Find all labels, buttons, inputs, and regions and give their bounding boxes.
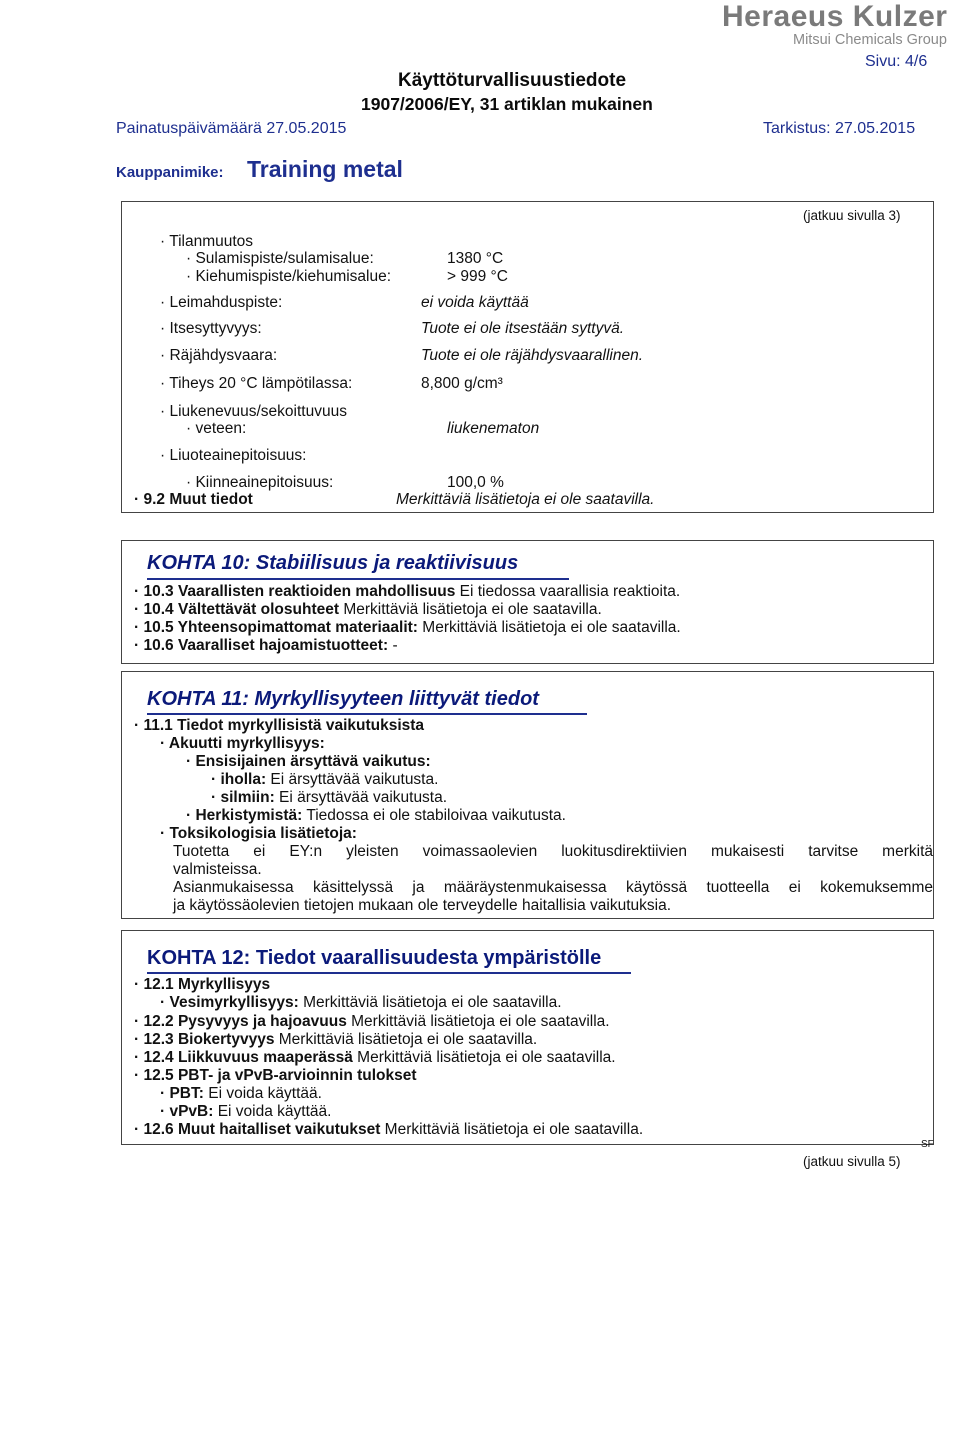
explosion-value: Tuote ei ole räjähdysvaarallinen. — [421, 347, 644, 364]
bioaccumulation-label: · 12.3 Biokertyvyys — [134, 1031, 275, 1048]
decomposition-products-label: · 10.6 Vaaralliset hajoamistuotteet: — [134, 637, 389, 654]
document-subtitle: 1907/2006/EY, 31 artiklan mukainen — [361, 94, 653, 114]
water-value: liukenematon — [447, 420, 540, 437]
solids-value: 100,0 % — [447, 474, 504, 491]
solids-label: · Kiinneainepitoisuus: — [186, 474, 334, 491]
page-number: Sivu: 4/6 — [865, 53, 928, 70]
self-ignition-value: Tuote ei ole itsestään syttyvä. — [421, 320, 625, 337]
print-date: Painatuspäivämäärä 27.05.2015 — [116, 120, 347, 137]
section10-title: KOHTA 10: Stabiilisuus ja reaktiivisuus — [147, 552, 519, 574]
conditions-avoid-label: · 10.4 Vältettävät olosuhteet — [134, 601, 340, 618]
solvent-label: · Liuoteainepitoisuus: — [160, 447, 307, 464]
state-change-label: · Tilanmuutos — [160, 233, 254, 250]
sensitization-label: · Herkistymistä: — [186, 807, 303, 824]
section10-rule — [147, 578, 569, 580]
other-info-value: Merkittäviä lisätietoja ei ole saatavilla. — [396, 491, 655, 508]
trade-name-label: Kauppanimike: — [116, 164, 224, 181]
eyes-label: · silmiin: — [211, 789, 275, 806]
skin-value: Ei ärsyttävää vaikutusta. — [270, 771, 439, 788]
water-label: · veteen: — [186, 420, 247, 437]
density-label: · Tiheys 20 °C lämpötilassa: — [160, 375, 353, 392]
melting-label: · Sulamispiste/sulamisalue: — [186, 250, 374, 267]
explosion-label: · Räjähdysvaara: — [160, 347, 278, 364]
decomposition-products-value: - — [392, 637, 398, 654]
boiling-value: > 999 °C — [447, 268, 508, 285]
conditions-avoid-value: Merkittäviä lisätietoja ei ole saatavilla. — [343, 601, 602, 618]
incompatible-materials-label: · 10.5 Yhteensopimattomat materiaalit: — [134, 619, 418, 636]
pbt-assessment-label: · 12.5 PBT- ja vPvB-arvioinnin tulokset — [134, 1067, 417, 1084]
continued-to: (jatkuu sivulla 5) — [803, 1154, 901, 1169]
vpvb-value: Ei voida käyttää. — [217, 1103, 332, 1120]
tox-text-line2: valmisteissa. — [173, 861, 262, 878]
brand-subtitle: Mitsui Chemicals Group — [793, 32, 947, 48]
pbt-value: Ei voida käyttää. — [208, 1085, 322, 1102]
section11-rule — [147, 713, 587, 715]
primary-irritant-label: · Ensisijainen ärsyttävä vaikutus: — [186, 753, 431, 770]
persistence-label: · 12.2 Pysyvyys ja hajoavuus — [134, 1013, 347, 1030]
incompatible-materials-value: Merkittäviä lisätietoja ei ole saatavilla. — [422, 619, 681, 636]
other-effects-value: Merkittäviä lisätietoja ei ole saatavilla. — [384, 1121, 644, 1138]
aquatic-tox-value: Merkittäviä lisätietoja ei ole saatavilla. — [303, 994, 562, 1011]
other-effects-label: · 12.6 Muut haitalliset vaikutukset — [134, 1121, 381, 1138]
persistence-value: Merkittäviä lisätietoja ei ole saatavilla. — [351, 1013, 610, 1030]
sensitization-value: Tiedossa ei ole stabiloivaa vaikutusta. — [306, 807, 566, 824]
boiling-label: · Kiehumispiste/kiehumisalue: — [186, 268, 392, 285]
melting-value: 1380 °C — [447, 250, 504, 267]
ecotox-label: · 12.1 Myrkyllisyys — [134, 976, 271, 993]
section12-title: KOHTA 12: Tiedot vaarallisuudesta ympäristölle — [147, 947, 602, 969]
section12-rule — [147, 972, 631, 974]
document-title: Käyttöturvallisuustiedote — [398, 70, 627, 91]
tox-text-line1: Tuotetta ei EY:n yleisten voimassaolevien luokitusdirektiivien mukaisesti tarvitse merkitä — [173, 843, 933, 860]
density-value: 8,800 g/cm³ — [421, 375, 503, 392]
section11-title: KOHTA 11: Myrkyllisyyteen liittyvät tiedot — [147, 688, 539, 710]
continued-from: (jatkuu sivulla 3) — [803, 208, 901, 223]
other-info-label: · 9.2 Muut tiedot — [134, 491, 253, 508]
vpvb-label: · vPvB: — [160, 1103, 214, 1120]
mobility-value: Merkittäviä lisätietoja ei ole saatavilla. — [357, 1049, 616, 1066]
trade-name: Training metal — [247, 156, 403, 182]
tox-text-line4: ja käytössäolevien tietojen mukaan ole terveydelle haitallisia vaikutuksia. — [173, 897, 671, 914]
bioaccumulation-value: Merkittäviä lisätietoja ei ole saatavilla. — [278, 1031, 538, 1048]
flash-point-value: ei voida käyttää — [421, 294, 529, 311]
tox-additional-label: · Toksikologisia lisätietoja: — [160, 825, 357, 842]
tox-effects-label: · 11.1 Tiedot myrkyllisistä vaikutuksista — [134, 717, 425, 734]
skin-label: · iholla: — [211, 771, 267, 788]
revision-date: Tarkistus: 27.05.2015 — [763, 120, 916, 137]
tox-text-line3: Asianmukaisessa käsittelyssä ja määräystenmukaisessa käytössä tuotteella ei kokemuksemme — [173, 879, 933, 896]
mobility-label: · 12.4 Liikkuvuus maaperässä — [134, 1049, 353, 1066]
brand-logo: Heraeus Kulzer — [722, 0, 948, 33]
aquatic-tox-label: · Vesimyrkyllisyys: — [160, 994, 299, 1011]
self-ignition-label: · Itsesyttyvyys: — [160, 320, 262, 337]
flash-point-label: · Leimahduspiste: — [160, 294, 283, 311]
pbt-label: · PBT: — [160, 1085, 204, 1102]
language-code: SF — [921, 1139, 934, 1150]
hazardous-reactions-value: Ei tiedossa vaarallisia reaktioita. — [459, 583, 681, 600]
eyes-value: Ei ärsyttävää vaikutusta. — [279, 789, 448, 806]
acute-toxicity-label: · Akuutti myrkyllisyys: — [160, 735, 325, 752]
hazardous-reactions-label: · 10.3 Vaarallisten reaktioiden mahdollisuus — [134, 583, 456, 600]
solubility-label: · Liukenevuus/sekoittuvuus — [160, 403, 347, 420]
